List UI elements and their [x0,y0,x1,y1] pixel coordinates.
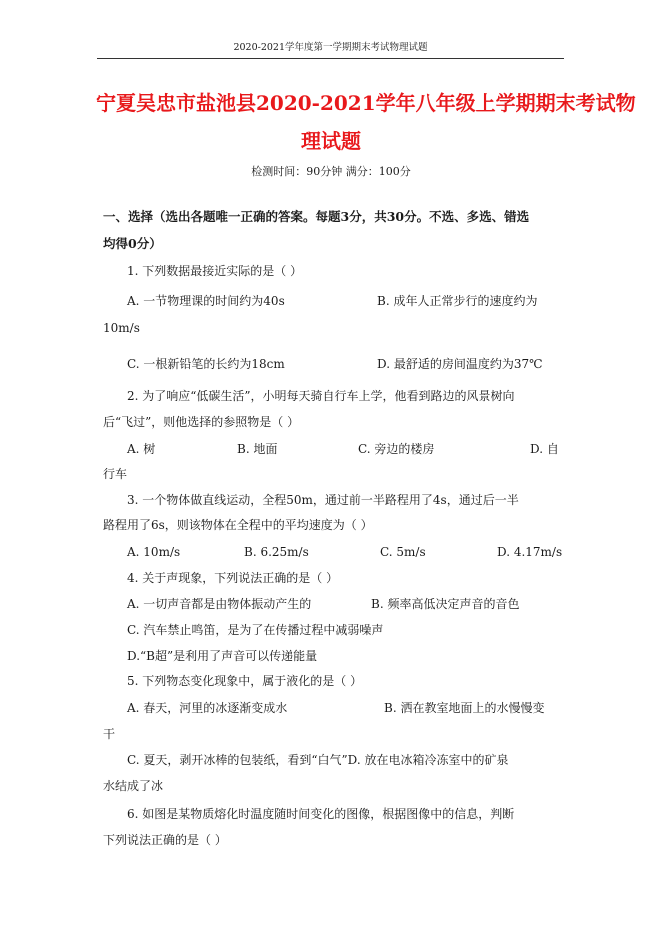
q5-stem: 5. 下列物态变化现象中，属于液化的是（ ） [127,674,363,688]
q3-option-b: B. 6.25m/s [244,545,309,559]
q1-stem: 1. 下列数据最接近实际的是（ ） [127,264,303,278]
q3-stem-line2: 路程用了6s，则该物体在全程中的平均速度为（ ） [103,518,373,532]
q1-option-b-cont: 10m/s [103,321,140,335]
exam-title [96,84,636,160]
q5-option-b: B. 洒在教室地面上的水慢慢变 [384,701,545,715]
q2-option-d: D. 自 [530,442,559,456]
q1-option-b: B. 成年人正常步行的速度约为 [377,294,538,308]
q2-option-d-cont: 行车 [103,467,128,481]
q4-option-b: B. 频率高低决定声音的音色 [371,597,520,611]
q3-option-d: D. 4.17m/s [497,545,563,559]
q3-option-a: A. 10m/s [127,545,181,559]
q5-option-b-cont: 干 [103,727,116,741]
q4-stem: 4. 关于声现象，下列说法正确的是（ ） [127,571,339,585]
q1-option-d: D. 最舒适的房间温度约为37℃ [377,357,543,371]
section-heading-line2: 均得0分） [103,236,162,251]
exam-title-line2: 理试题 [301,129,361,153]
q2-options-row [127,441,567,457]
page-header: 2020-2021学年度第一学期期末考试物理试题 [97,40,564,59]
q2-option-a: A. 树 [127,442,156,456]
exam-meta: 检测时间：90分钟 满分：100分 [251,165,411,178]
q4-option-d: D.“B超”是利用了声音可以传递能量 [127,649,318,663]
q4-option-a: A. 一切声音都是由物体振动产生的 [127,597,312,611]
q1-cd-row [127,356,567,372]
q2-option-c: C. 旁边的楼房 [358,442,435,456]
q3-options-row [127,544,567,560]
q2-stem-line1: 2. 为了响应“低碳生活”，小明每天骑自行车上学，他看到路边的风景树向 [127,389,515,403]
q5-options-cd-line2: 水结成了冰 [103,779,164,793]
q6-stem-line2: 下列说法正确的是（ ） [103,833,227,847]
exam-title-line1: 宁夏吴忠市盐池县2020-2021学年八年级上学期期末考试物 [96,91,636,115]
q1-option-a: A. 一节物理课的时间约为40s [127,294,285,308]
q5-ab-row [127,700,567,716]
section-heading [103,203,563,257]
q1-ab-row [127,293,567,309]
section-heading-line1: 一、选择（选出各题唯一正确的答案。每题3分，共30分。不选、多选、错选 [103,209,530,224]
q3-stem-line1: 3. 一个物体做直线运动，全程50m，通过前一半路程用了4s，通过后一半 [127,493,519,507]
q6-stem-line1: 6. 如图是某物质熔化时温度随时间变化的图像，根据图像中的信息，判断 [127,807,515,821]
q5-options-cd-line1: C. 夏天，剥开冰棒的包装纸，看到“白气”D. 放在电冰箱冷冻室中的矿泉 [127,753,509,767]
q3-option-c: C. 5m/s [380,545,426,559]
q5-option-a: A. 春天，河里的冰逐渐变成水 [127,701,288,715]
q4-ab-row [127,596,567,612]
q2-option-b: B. 地面 [237,442,278,456]
q4-option-c: C. 汽车禁止鸣笛，是为了在传播过程中减弱噪声 [127,623,384,637]
q1-option-c: C. 一根新铅笔的长约为18cm [127,357,285,371]
q2-stem-line2: 后“飞过”，则他选择的参照物是（ ） [103,415,300,429]
